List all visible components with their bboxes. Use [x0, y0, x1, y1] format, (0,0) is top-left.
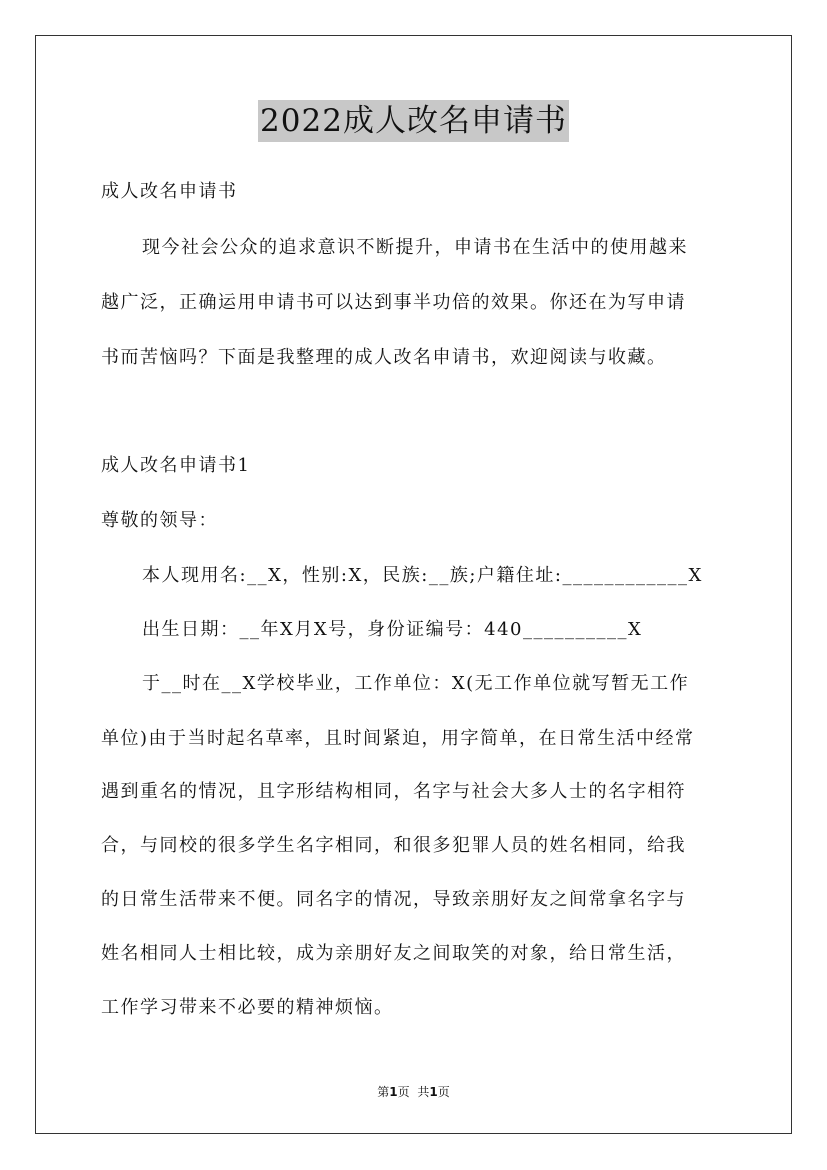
total-prefix: 共 [417, 1085, 430, 1099]
total-pages: 1 [429, 1085, 438, 1099]
subtitle: 成人改名申请书 [101, 181, 238, 202]
paragraph-line: 出生日期：__年X月X号，身份证编号：440__________X [142, 619, 643, 640]
page-suffix: 页 [397, 1085, 410, 1099]
document-title: 2022成人改名申请书 [258, 100, 569, 142]
paragraph-line: 本人现用名:__X，性别:X，民族:__族;户籍住址:____________X [142, 565, 703, 586]
page-number: 1 [389, 1085, 398, 1099]
salutation: 尊敬的领导： [101, 510, 218, 531]
paragraph-line: 工作学习带来不必要的精神烦恼。 [101, 997, 394, 1018]
paragraph-line: 单位)由于当时起名草率，且时间紧迫，用字简单，在日常生活中经常 [101, 728, 695, 749]
paragraph-line: 书而苦恼吗？下面是我整理的成人改名申请书，欢迎阅读与收藏。 [101, 347, 667, 368]
total-suffix: 页 [437, 1085, 450, 1099]
paragraph-line: 越广泛，正确运用申请书可以达到事半功倍的效果。你还在为写申请 [101, 292, 686, 313]
page-footer [0, 1083, 827, 1100]
paragraph-line: 现今社会公众的追求意识不断提升，申请书在生活中的使用越来 [142, 237, 688, 258]
paragraph-line: 于__时在__X学校毕业，工作单位：X(无工作单位就写暂无工作 [142, 673, 690, 694]
section-heading: 成人改名申请书1 [101, 455, 251, 476]
document-title-wrap [0, 100, 827, 142]
paragraph-line: 的日常生活带来不便。同名字的情况，导致亲朋好友之间常拿名字与 [101, 889, 686, 910]
paragraph-line: 合，与同校的很多学生名字相同，和很多犯罪人员的姓名相同，给我 [101, 835, 686, 856]
page-prefix: 第 [377, 1085, 390, 1099]
paragraph-line: 遇到重名的情况，且字形结构相同，名字与社会大多人士的名字相符 [101, 781, 686, 802]
paragraph-line: 姓名相同人士相比较，成为亲朋好友之间取笑的对象，给日常生活， [101, 943, 686, 964]
